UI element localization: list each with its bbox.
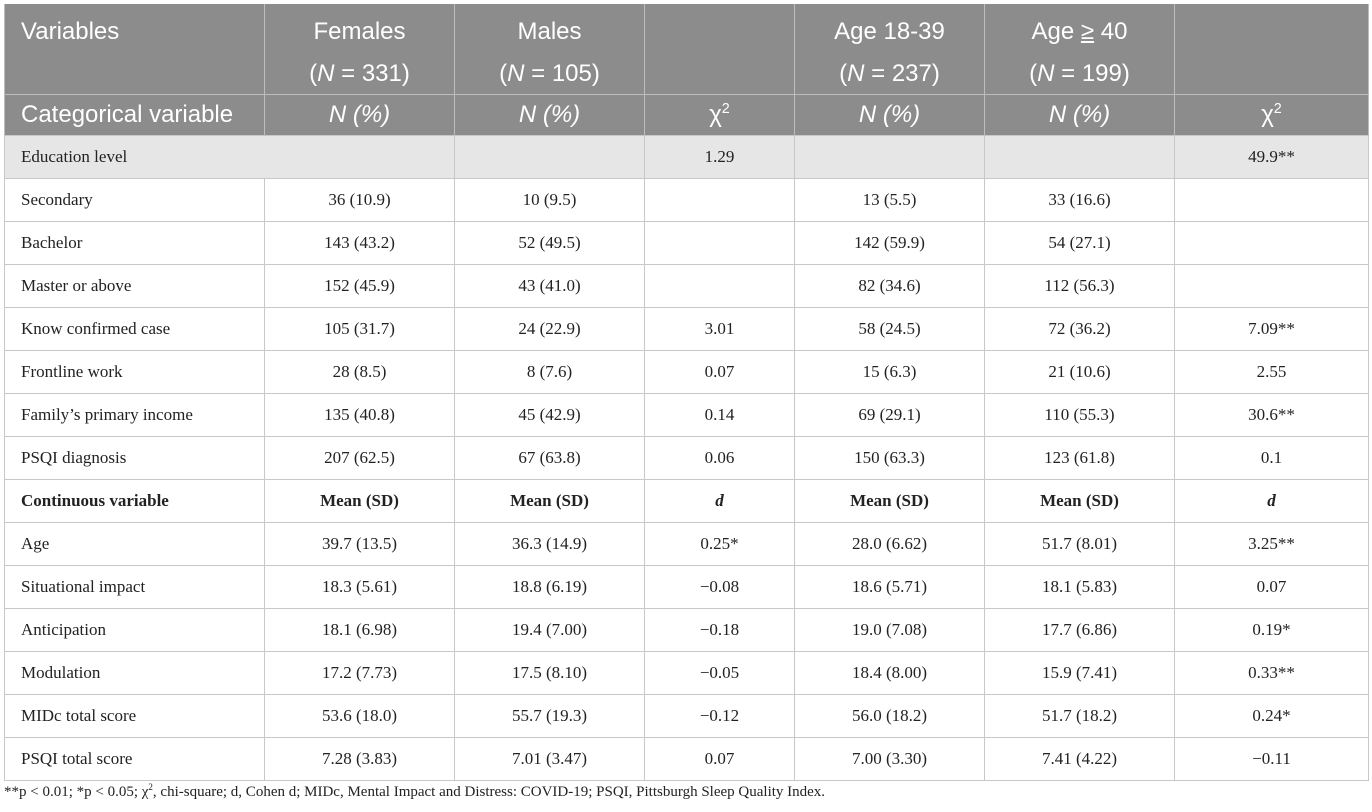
row-label: Master or above bbox=[5, 265, 265, 308]
table-cell bbox=[645, 265, 795, 308]
row-label: Bachelor bbox=[5, 222, 265, 265]
table-cell: 7.41 (4.22) bbox=[985, 738, 1175, 781]
row-label: PSQI total score bbox=[5, 738, 265, 781]
table-cell: 39.7 (13.5) bbox=[265, 523, 455, 566]
table-cell: 28 (8.5) bbox=[265, 351, 455, 394]
row-label: Know confirmed case bbox=[5, 308, 265, 351]
header-categorical: Categorical variable bbox=[5, 95, 265, 136]
header-chi-age: $\chi^2$ bbox=[1175, 95, 1369, 136]
table-cell: 7.28 (3.83) bbox=[265, 738, 455, 781]
table-cell: 0.07 bbox=[645, 738, 795, 781]
table-cell: 18.6 (5.71) bbox=[795, 566, 985, 609]
table-cell: 30.6** bbox=[1175, 394, 1369, 437]
row-label: Frontline work bbox=[5, 351, 265, 394]
table-cell bbox=[1175, 265, 1369, 308]
table-body bbox=[5, 136, 1369, 781]
table-footnote: **p < 0.01; *p < 0.05; $\chi^2$, chi-square; d, Cohen d; MIDc, Mental Impact and Distress: COVID-19; PSQI, Pittsburgh Sleep Quality Index. bbox=[4, 782, 826, 800]
table-cell: 105 (31.7) bbox=[265, 308, 455, 351]
table-container bbox=[4, 4, 1368, 781]
table-cell: 143 (43.2) bbox=[265, 222, 455, 265]
table-cell: 3.25** bbox=[1175, 523, 1369, 566]
table-cell: 15 (6.3) bbox=[795, 351, 985, 394]
table-cell: 15.9 (7.41) bbox=[985, 652, 1175, 695]
row-label: PSQI diagnosis bbox=[5, 437, 265, 480]
table-row bbox=[5, 308, 1369, 351]
row-label: Situational impact bbox=[5, 566, 265, 609]
table-cell: 18.4 (8.00) bbox=[795, 652, 985, 695]
table-cell: 17.5 (8.10) bbox=[455, 652, 645, 695]
header-npct-females: N (%) bbox=[265, 95, 455, 136]
table-cell bbox=[645, 222, 795, 265]
table-row bbox=[5, 222, 1369, 265]
table-cell: 49.9** bbox=[1175, 136, 1369, 179]
row-label: Anticipation bbox=[5, 609, 265, 652]
table-row bbox=[5, 351, 1369, 394]
header-empty-sex bbox=[645, 4, 795, 54]
table-cell: 55.7 (19.3) bbox=[455, 695, 645, 738]
table-cell: 0.07 bbox=[1175, 566, 1369, 609]
table-cell bbox=[1175, 179, 1369, 222]
table-cell: 3.01 bbox=[645, 308, 795, 351]
header-females: Females bbox=[265, 4, 455, 54]
table-cell: −0.18 bbox=[645, 609, 795, 652]
table-cell: 135 (40.8) bbox=[265, 394, 455, 437]
table-header bbox=[5, 4, 1369, 136]
table-cell: 18.1 (5.83) bbox=[985, 566, 1175, 609]
table-cell: 7.09** bbox=[1175, 308, 1369, 351]
table-cell: 7.00 (3.30) bbox=[795, 738, 985, 781]
table-row bbox=[5, 652, 1369, 695]
header-females-n: (N = 331) bbox=[265, 54, 455, 95]
mean-sd-females: Mean (SD) bbox=[265, 480, 455, 523]
table-cell: 110 (55.3) bbox=[985, 394, 1175, 437]
table-cell: 54 (27.1) bbox=[985, 222, 1175, 265]
table-cell: 0.33** bbox=[1175, 652, 1369, 695]
table-cell: 58 (24.5) bbox=[795, 308, 985, 351]
table-row bbox=[5, 523, 1369, 566]
table-cell: −0.05 bbox=[645, 652, 795, 695]
table-cell: 69 (29.1) bbox=[795, 394, 985, 437]
header-age-young: Age 18-39 bbox=[795, 4, 985, 54]
table-cell: 19.0 (7.08) bbox=[795, 609, 985, 652]
effect-size-sex: d bbox=[645, 480, 795, 523]
table-cell: 17.2 (7.73) bbox=[265, 652, 455, 695]
table-cell: 0.19* bbox=[1175, 609, 1369, 652]
continuous-label: Continuous variable bbox=[5, 480, 265, 523]
table-cell: 7.01 (3.47) bbox=[455, 738, 645, 781]
table-row bbox=[5, 265, 1369, 308]
table-cell: 51.7 (8.01) bbox=[985, 523, 1175, 566]
table-row bbox=[5, 566, 1369, 609]
table-cell: −0.11 bbox=[1175, 738, 1369, 781]
row-label: MIDc total score bbox=[5, 695, 265, 738]
table-cell: 52 (49.5) bbox=[455, 222, 645, 265]
table-cell bbox=[795, 136, 985, 179]
table-cell: 207 (62.5) bbox=[265, 437, 455, 480]
mean-sd-young: Mean (SD) bbox=[795, 480, 985, 523]
table-cell: 72 (36.2) bbox=[985, 308, 1175, 351]
table-cell bbox=[455, 136, 645, 179]
header-age-young-n: (N = 237) bbox=[795, 54, 985, 95]
table-cell: 36.3 (14.9) bbox=[455, 523, 645, 566]
table-cell: 150 (63.3) bbox=[795, 437, 985, 480]
table-cell: 123 (61.8) bbox=[985, 437, 1175, 480]
table-cell: 0.07 bbox=[645, 351, 795, 394]
table-cell bbox=[645, 179, 795, 222]
table-cell: 10 (9.5) bbox=[455, 179, 645, 222]
table-cell: 18.1 (6.98) bbox=[265, 609, 455, 652]
header-npct-old: N (%) bbox=[985, 95, 1175, 136]
header-chi-sex: $\chi^2$ bbox=[645, 95, 795, 136]
table-cell: 51.7 (18.2) bbox=[985, 695, 1175, 738]
table-cell: 112 (56.3) bbox=[985, 265, 1175, 308]
table-cell: 56.0 (18.2) bbox=[795, 695, 985, 738]
header-npct-males: N (%) bbox=[455, 95, 645, 136]
table-cell: 36 (10.9) bbox=[265, 179, 455, 222]
mean-sd-old: Mean (SD) bbox=[985, 480, 1175, 523]
table-row bbox=[5, 179, 1369, 222]
row-label: Family’s primary income bbox=[5, 394, 265, 437]
mean-sd-males: Mean (SD) bbox=[455, 480, 645, 523]
table-cell: 0.25* bbox=[645, 523, 795, 566]
row-label: Age bbox=[5, 523, 265, 566]
table-cell: 142 (59.9) bbox=[795, 222, 985, 265]
table-cell: 13 (5.5) bbox=[795, 179, 985, 222]
table-cell: 28.0 (6.62) bbox=[795, 523, 985, 566]
header-age-old: Age ≥ 40 bbox=[985, 4, 1175, 54]
table-cell: 18.8 (6.19) bbox=[455, 566, 645, 609]
header-age-old-n: (N = 199) bbox=[985, 54, 1175, 95]
table-cell: −0.12 bbox=[645, 695, 795, 738]
table-cell: 8 (7.6) bbox=[455, 351, 645, 394]
header-npct-young: N (%) bbox=[795, 95, 985, 136]
header-males-n: (N = 105) bbox=[455, 54, 645, 95]
table-cell: 21 (10.6) bbox=[985, 351, 1175, 394]
table-cell: 67 (63.8) bbox=[455, 437, 645, 480]
table-row bbox=[5, 437, 1369, 480]
table-cell: 33 (16.6) bbox=[985, 179, 1175, 222]
table-cell: 43 (41.0) bbox=[455, 265, 645, 308]
table-cell: 0.1 bbox=[1175, 437, 1369, 480]
table-cell: 0.06 bbox=[645, 437, 795, 480]
table-cell: 45 (42.9) bbox=[455, 394, 645, 437]
header-spacer bbox=[5, 54, 265, 95]
row-label: Secondary bbox=[5, 179, 265, 222]
effect-size-age: d bbox=[1175, 480, 1369, 523]
table-cell: 19.4 (7.00) bbox=[455, 609, 645, 652]
table-row bbox=[5, 738, 1369, 781]
table-cell: 17.7 (6.86) bbox=[985, 609, 1175, 652]
table-cell: 2.55 bbox=[1175, 351, 1369, 394]
header-males: Males bbox=[455, 4, 645, 54]
table-cell: 0.14 bbox=[645, 394, 795, 437]
table-cell: 152 (45.9) bbox=[265, 265, 455, 308]
table-cell: 1.29 bbox=[645, 136, 795, 179]
table-cell: 18.3 (5.61) bbox=[265, 566, 455, 609]
table-row bbox=[5, 394, 1369, 437]
row-label: Modulation bbox=[5, 652, 265, 695]
header-empty-age bbox=[1175, 4, 1369, 54]
table-cell bbox=[265, 136, 455, 179]
table-cell: 53.6 (18.0) bbox=[265, 695, 455, 738]
header-variables: Variables bbox=[5, 4, 265, 54]
table-row bbox=[5, 695, 1369, 738]
table-cell: 0.24* bbox=[1175, 695, 1369, 738]
table-cell: −0.08 bbox=[645, 566, 795, 609]
table-cell bbox=[985, 136, 1175, 179]
table-cell: 24 (22.9) bbox=[455, 308, 645, 351]
table-row bbox=[5, 609, 1369, 652]
table-cell bbox=[1175, 222, 1369, 265]
table-cell: 82 (34.6) bbox=[795, 265, 985, 308]
continuous-header-row bbox=[5, 480, 1369, 523]
results-table bbox=[4, 4, 1369, 781]
table-row bbox=[5, 136, 1369, 179]
row-label: Education level bbox=[5, 136, 265, 179]
